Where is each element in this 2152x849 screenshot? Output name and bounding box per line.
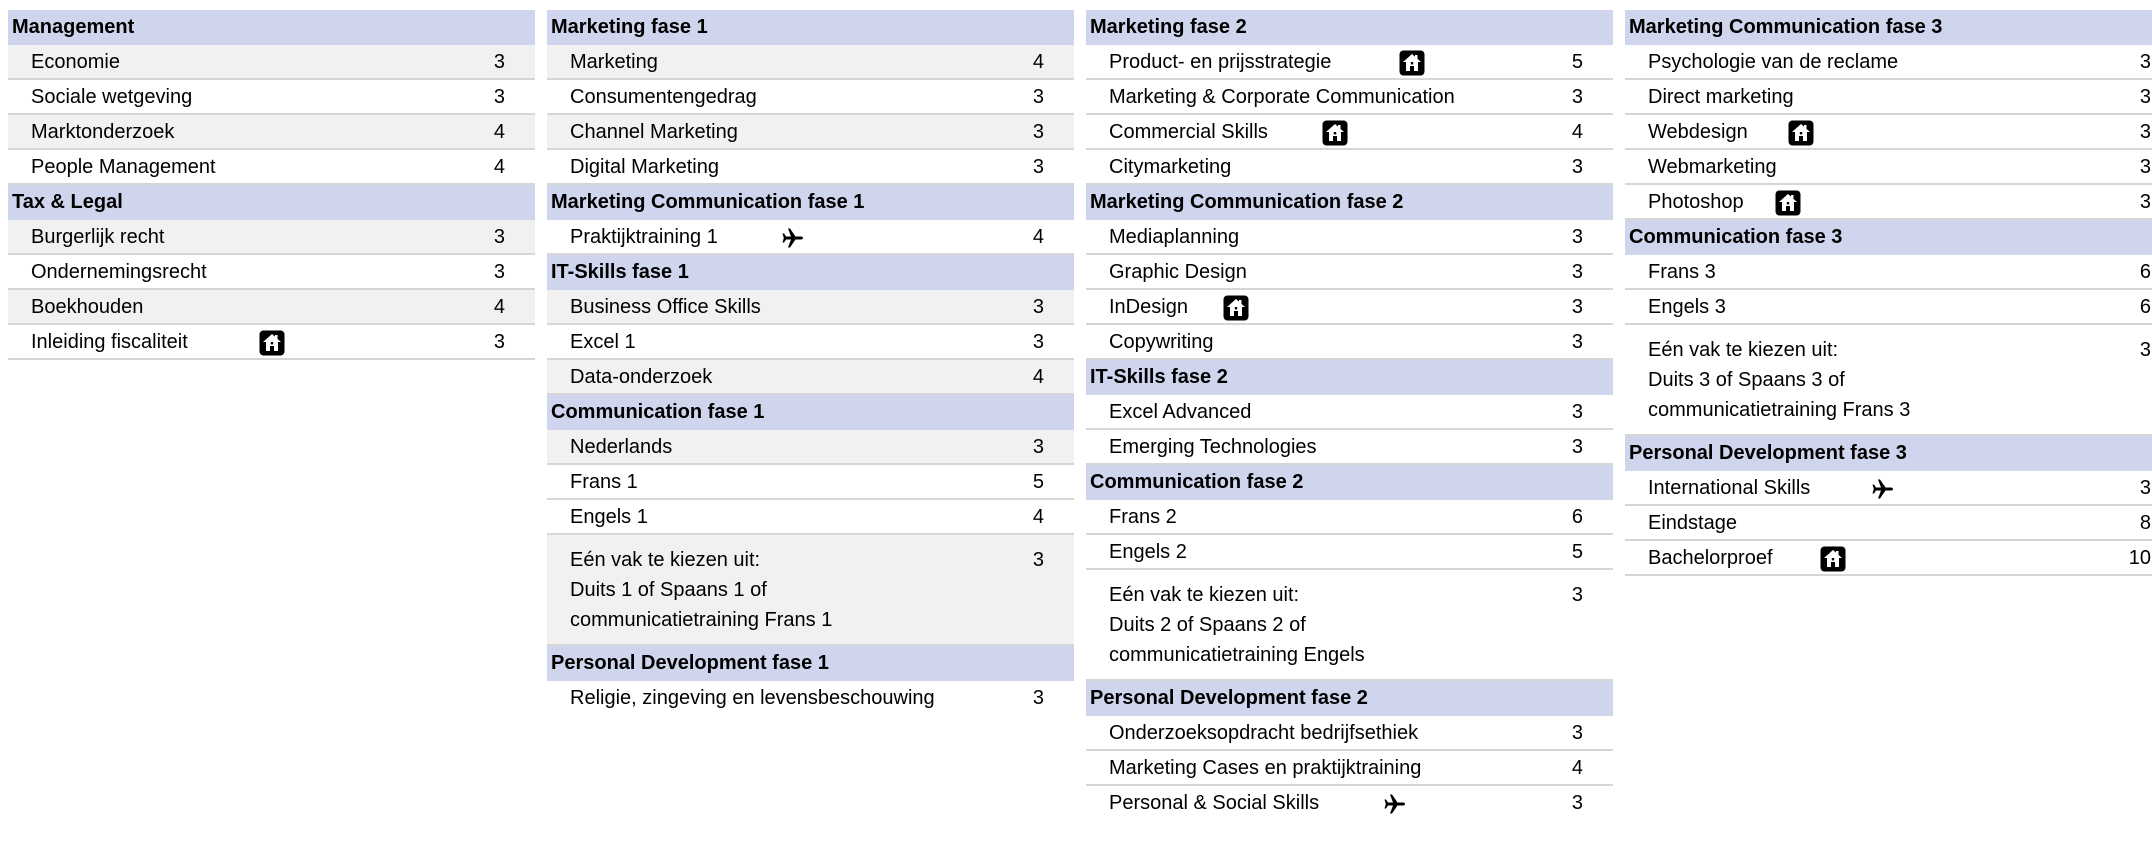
section-header: Management <box>8 10 535 45</box>
course-credits: 3 <box>493 226 505 248</box>
section-header: Marketing fase 2 <box>1086 10 1613 45</box>
course-row <box>1625 45 2152 80</box>
elective-description <box>1109 580 1365 670</box>
course-name: Business Office Skills <box>570 296 761 318</box>
course-name: Excel 1 <box>570 331 636 353</box>
course-credits: 3 <box>2139 86 2151 108</box>
elective-line: Eén vak te kiezen uit: <box>1109 584 1300 606</box>
section-header: Communication fase 3 <box>1625 220 2152 255</box>
course-name: Frans 3 <box>1648 261 1716 283</box>
course-row <box>547 115 1074 150</box>
course-credits: 5 <box>1571 51 1583 73</box>
course-row <box>1625 290 2152 325</box>
course-row <box>1086 115 1613 150</box>
course-row <box>8 325 535 360</box>
course-row <box>1086 80 1613 115</box>
course-name: Mediaplanning <box>1109 226 1240 248</box>
airplane-icon <box>780 225 806 251</box>
course-row <box>1086 290 1613 325</box>
course-credits: 4 <box>1032 366 1044 388</box>
course-row <box>1086 751 1613 786</box>
course-row <box>1625 471 2152 506</box>
course-row <box>547 430 1074 465</box>
elective-line: communicatietraining Frans 1 <box>570 609 833 631</box>
course-name: Inleiding fiscaliteit <box>31 331 188 353</box>
airplane-icon <box>1870 476 1896 502</box>
course-row <box>8 45 535 80</box>
course-row <box>1086 716 1613 751</box>
course-name: InDesign <box>1109 296 1188 318</box>
course-credits: 3 <box>1032 331 1044 353</box>
course-credits: 3 <box>1571 296 1583 318</box>
elective-line: communicatietraining Engels <box>1109 644 1365 666</box>
section-header: Marketing fase 1 <box>547 10 1074 45</box>
course-row <box>547 45 1074 80</box>
course-row <box>8 115 535 150</box>
section-header: Marketing Communication fase 2 <box>1086 185 1613 220</box>
course-credits: 3 <box>1571 722 1583 744</box>
course-credits: 4 <box>493 121 505 143</box>
course-row <box>1625 150 2152 185</box>
elective-line: communicatietraining Frans 3 <box>1648 399 1911 421</box>
course-credits: 4 <box>1032 226 1044 248</box>
course-name: Engels 2 <box>1109 541 1187 563</box>
course-credits: 3 <box>1571 86 1583 108</box>
home-icon <box>1788 120 1814 146</box>
course-credits: 10 <box>2128 547 2151 569</box>
course-credits: 5 <box>1571 541 1583 563</box>
elective-line: Eén vak te kiezen uit: <box>1648 339 1839 361</box>
course-name: Eindstage <box>1648 512 1737 534</box>
course-name: Marketing & Corporate Communication <box>1109 86 1455 108</box>
elective-row <box>547 535 1074 646</box>
course-row <box>547 681 1074 716</box>
course-name: Emerging Technologies <box>1109 436 1317 458</box>
elective-description <box>570 545 832 635</box>
course-name: Copywriting <box>1109 331 1214 353</box>
course-credits: 4 <box>493 156 505 178</box>
course-row <box>8 80 535 115</box>
section-header: Personal Development fase 3 <box>1625 436 2152 471</box>
course-row <box>547 325 1074 360</box>
elective-line: Eén vak te kiezen uit: <box>570 549 761 571</box>
course-credits: 3 <box>493 331 505 353</box>
home-icon <box>1775 190 1801 216</box>
course-credits: 3 <box>1032 549 1044 571</box>
course-credits: 3 <box>493 86 505 108</box>
home-icon <box>1322 120 1348 146</box>
course-credits: 4 <box>1032 51 1044 73</box>
course-credits: 3 <box>1032 156 1044 178</box>
course-credits: 3 <box>2139 191 2151 213</box>
course-name: Webmarketing <box>1648 156 1777 178</box>
course-row <box>1086 535 1613 570</box>
course-row <box>547 220 1074 255</box>
course-row <box>1625 506 2152 541</box>
course-row <box>1625 115 2152 150</box>
course-row <box>1086 430 1613 465</box>
course-name: Engels 1 <box>570 506 648 528</box>
course-name: Marketing Cases en praktijktraining <box>1109 757 1422 779</box>
home-icon <box>259 330 285 356</box>
course-credits: 6 <box>2139 296 2151 318</box>
section-header: IT-Skills fase 1 <box>547 255 1074 290</box>
course-name: Channel Marketing <box>570 121 738 143</box>
course-row <box>547 150 1074 185</box>
course-name: Marktonderzoek <box>31 121 175 143</box>
section-header: Personal Development fase 2 <box>1086 681 1613 716</box>
course-name: Psychologie van de reclame <box>1648 51 1899 73</box>
elective-row <box>1625 325 2152 436</box>
course-credits: 3 <box>1571 226 1583 248</box>
elective-row <box>1086 570 1613 681</box>
course-credits: 3 <box>2139 477 2151 499</box>
course-row <box>547 500 1074 535</box>
course-credits: 6 <box>2139 261 2151 283</box>
course-name: Onderzoeksopdracht bedrijfsethiek <box>1109 722 1419 744</box>
course-row <box>1625 541 2152 576</box>
course-row <box>1086 325 1613 360</box>
section-header: Communication fase 2 <box>1086 465 1613 500</box>
course-row <box>8 150 535 185</box>
course-row <box>1625 185 2152 220</box>
section-header: IT-Skills fase 2 <box>1086 360 1613 395</box>
section-header: Marketing Communication fase 3 <box>1625 10 2152 45</box>
course-credits: 3 <box>1571 792 1583 814</box>
course-credits: 4 <box>1571 121 1583 143</box>
home-icon <box>1223 295 1249 321</box>
course-name: Digital Marketing <box>570 156 719 178</box>
course-name: Data-onderzoek <box>570 366 713 388</box>
course-row <box>8 290 535 325</box>
course-name: Excel Advanced <box>1109 401 1252 423</box>
course-row <box>1625 255 2152 290</box>
elective-line: Duits 2 of Spaans 2 of <box>1109 614 1306 636</box>
course-credits: 3 <box>2139 51 2151 73</box>
course-credits: 3 <box>1571 401 1583 423</box>
course-row <box>547 465 1074 500</box>
elective-description <box>1648 335 1910 425</box>
course-row <box>1086 395 1613 430</box>
course-name: Consumentengedrag <box>570 86 757 108</box>
course-credits: 4 <box>1032 506 1044 528</box>
course-name: Photoshop <box>1648 191 1744 213</box>
column-fase-1 <box>547 10 1074 716</box>
course-credits: 3 <box>2139 339 2151 361</box>
course-name: Engels 3 <box>1648 296 1726 318</box>
course-name: Religie, zingeving en levensbeschouwing <box>570 687 935 709</box>
course-name: Boekhouden <box>31 296 144 318</box>
course-credits: 3 <box>1571 261 1583 283</box>
elective-line: Duits 1 of Spaans 1 of <box>570 579 767 601</box>
course-row <box>1086 45 1613 80</box>
course-credits: 3 <box>1032 121 1044 143</box>
course-row <box>8 255 535 290</box>
elective-line: Duits 3 of Spaans 3 of <box>1648 369 1845 391</box>
course-name: People Management <box>31 156 216 178</box>
course-credits: 3 <box>2139 156 2151 178</box>
course-name: Praktijktraining 1 <box>570 226 718 248</box>
course-name: Sociale wetgeving <box>31 86 193 108</box>
course-name: Graphic Design <box>1109 261 1247 283</box>
course-credits: 3 <box>1032 296 1044 318</box>
course-name: Economie <box>31 51 120 73</box>
course-row <box>1086 500 1613 535</box>
course-name: Frans 1 <box>570 471 638 493</box>
column-fase-3 <box>1625 10 2152 576</box>
course-name: Bachelorproef <box>1648 547 1773 569</box>
course-credits: 3 <box>2139 121 2151 143</box>
course-row <box>1086 220 1613 255</box>
course-credits: 3 <box>493 51 505 73</box>
course-row <box>547 80 1074 115</box>
course-credits: 3 <box>1571 331 1583 353</box>
column-management <box>8 10 535 360</box>
course-credits: 3 <box>1571 584 1583 606</box>
course-credits: 4 <box>493 296 505 318</box>
airplane-icon <box>1382 791 1408 817</box>
course-row <box>1086 786 1613 821</box>
course-row <box>547 360 1074 395</box>
course-credits: 3 <box>1032 687 1044 709</box>
course-name: Commercial Skills <box>1109 121 1268 143</box>
course-name: Marketing <box>570 51 658 73</box>
course-name: Webdesign <box>1648 121 1748 143</box>
course-credits: 3 <box>1032 86 1044 108</box>
course-credits: 3 <box>493 261 505 283</box>
course-credits: 8 <box>2139 512 2151 534</box>
course-credits: 3 <box>1571 156 1583 178</box>
home-icon <box>1820 546 1846 572</box>
course-row <box>1625 80 2152 115</box>
course-credits: 5 <box>1032 471 1044 493</box>
course-name: Product- en prijsstrategie <box>1109 51 1332 73</box>
course-name: Personal & Social Skills <box>1109 792 1320 814</box>
section-header: Communication fase 1 <box>547 395 1074 430</box>
course-name: Burgerlijk recht <box>31 226 165 248</box>
course-name: Frans 2 <box>1109 506 1177 528</box>
course-name: Nederlands <box>570 436 673 458</box>
home-icon <box>1399 50 1425 76</box>
course-row <box>8 220 535 255</box>
section-header: Marketing Communication fase 1 <box>547 185 1074 220</box>
course-row <box>1086 255 1613 290</box>
course-credits: 3 <box>1571 436 1583 458</box>
course-credits: 6 <box>1571 506 1583 528</box>
course-credits: 3 <box>1032 436 1044 458</box>
course-row <box>547 290 1074 325</box>
course-name: International Skills <box>1648 477 1811 499</box>
section-header: Tax & Legal <box>8 185 535 220</box>
course-name: Citymarketing <box>1109 156 1232 178</box>
course-credits: 4 <box>1571 757 1583 779</box>
course-row <box>1086 150 1613 185</box>
course-name: Direct marketing <box>1648 86 1794 108</box>
section-header: Personal Development fase 1 <box>547 646 1074 681</box>
course-name: Ondernemingsrecht <box>31 261 207 283</box>
column-fase-2 <box>1086 10 1613 821</box>
